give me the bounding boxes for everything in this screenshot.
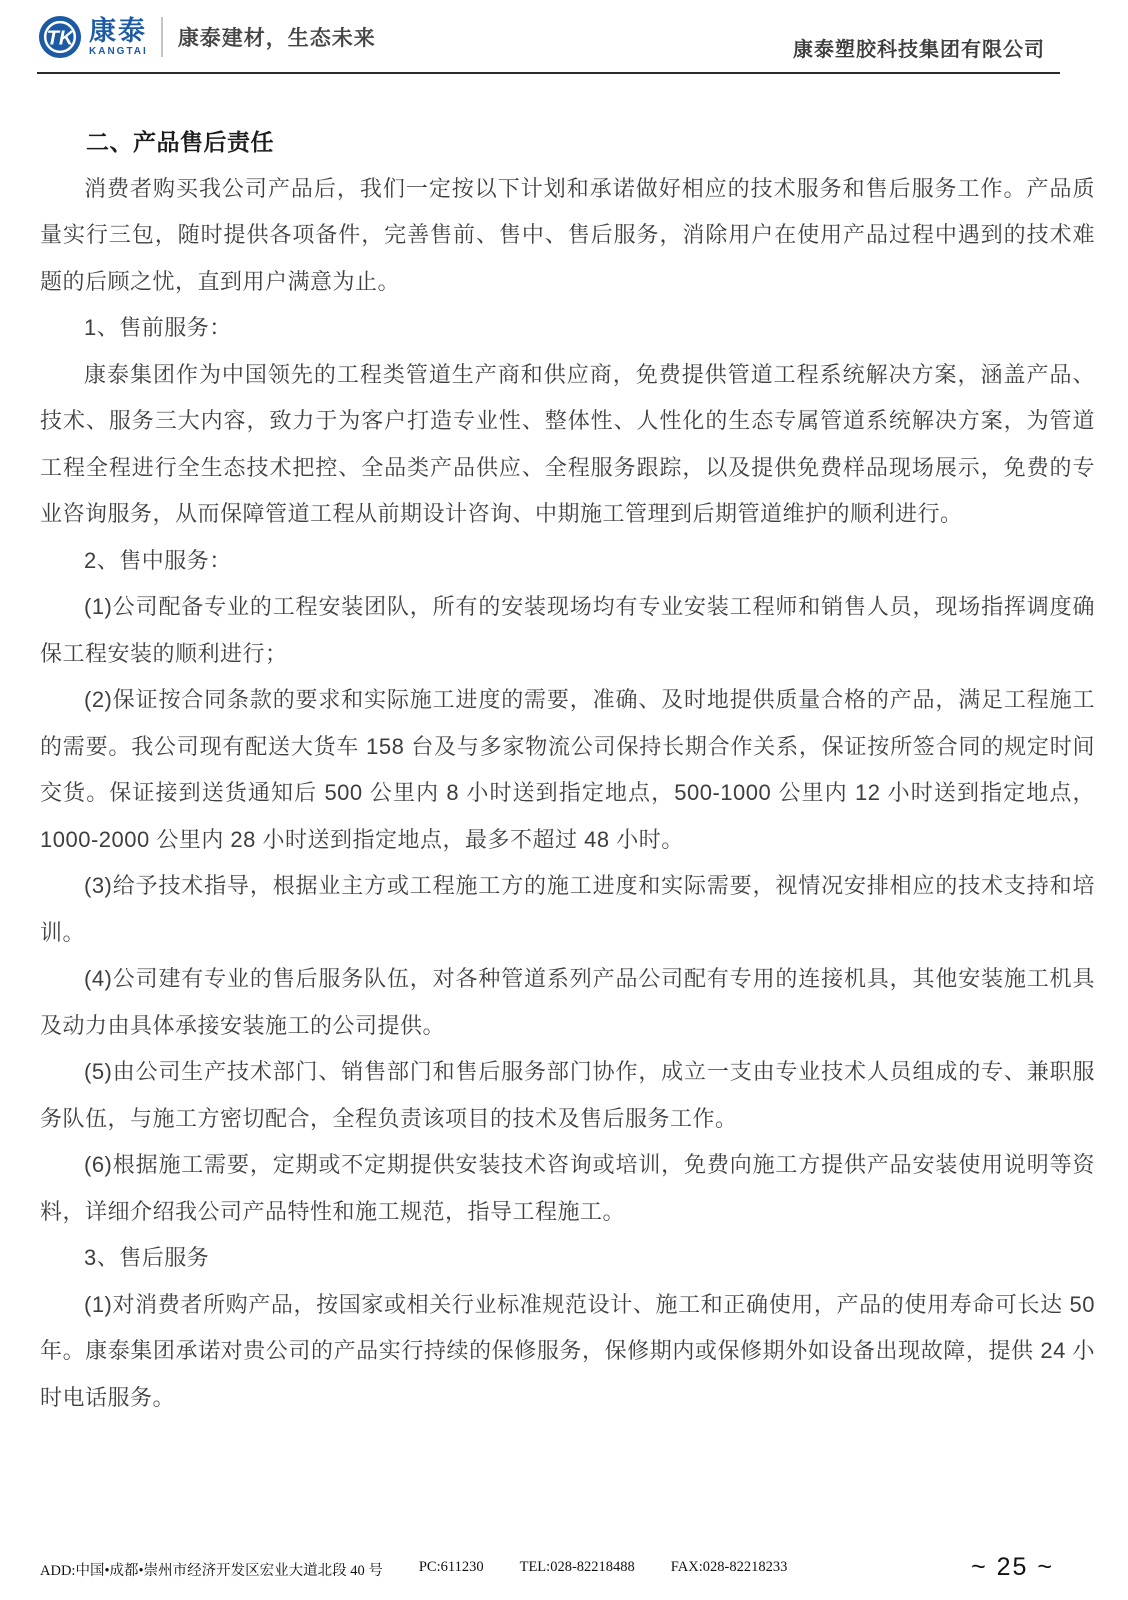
subsection-heading: 3、售后服务 <box>84 1245 210 1270</box>
logo-name-en: KANGTAI <box>89 45 148 57</box>
footer-postcode: PC:611230 <box>418 1559 484 1575</box>
logo-name-cn: 康泰 <box>89 15 147 46</box>
header-divider <box>161 17 163 57</box>
paragraph: (4)公司建有专业的售后服务队伍，对各种管道系列产品公司配有专用的连接机具，其他安装施工机具及动力由具体承接安装施工的公司提供。 <box>40 966 1095 1038</box>
paragraph: (3)给予技术指导，根据业主方或工程施工方的施工进度和实际需要，视情况安排相应的技术支持和培训。 <box>40 873 1095 945</box>
paragraph: (5)由公司生产技术部门、销售部门和售后服务部门协作，成立一支由专业技术人员组成的专、兼职服务队伍，与施工方密切配合，全程负责该项目的技术及售后服务工作。 <box>40 1059 1095 1131</box>
footer-contact-info <box>40 1559 787 1580</box>
logo-monogram: TK <box>46 27 74 50</box>
paragraph: (1)对消费者所购产品，按国家或相关行业标准规范设计、施工和正确使用，产品的使用寿命可长达 50 年。康泰集团承诺对贵公司的产品实行持续的保修服务，保修期内或保修期外如设备出现故障，提供 24 小时电话服务。 <box>40 1291 1095 1410</box>
kangtai-logo-icon <box>38 15 82 59</box>
paragraph: (2)保证按合同条款的要求和实际施工进度的需要，准确、及时地提供质量合格的产品，满足工程施工的需要。我公司现有配送大货车 158 台及与多家物流公司保持长期合作关系，保证按所签合同的规定时间交货。保证接到送货通知后 500 公里内 8 小时送到指定地点，500-1000 公里内 12 小时送到指定地点，1000-2000 公里内 28 小时送到指定地点，最多不超过 48 小时。 <box>40 687 1095 852</box>
subsection-heading: 1、售前服务： <box>84 315 232 340</box>
company-tagline: 康泰建材，生态未来 <box>177 27 376 50</box>
logo-wordmark <box>89 15 148 57</box>
document-body <box>40 119 1095 1421</box>
page-header <box>38 0 1064 72</box>
header-rule <box>37 72 1060 74</box>
paragraph: 康泰集团作为中国领先的工程类管道生产商和供应商，免费提供管道工程系统解决方案，涵盖产品、技术、服务三大内容，致力于为客户打造专业性、整体性、人性化的生态专属管道系统解决方案，为管道工程全程进行全生态技术把控、全品类产品供应、全程服务跟踪，以及提供免费样品现场展示，免费的专业咨询服务，从而保障管道工程从前期设计咨询、中期施工管理到后期管道维护的顺利进行。 <box>40 361 1095 526</box>
section-title: 二、产品售后责任 <box>86 129 274 155</box>
footer-fax: FAX:028-82218233 <box>670 1559 788 1575</box>
kangtai-logo <box>38 15 376 59</box>
footer-tel: TEL:028-82218488 <box>519 1559 635 1575</box>
footer-address: ADD:中国•成都•崇州市经济开发区宏业大道北段 40 号 <box>40 1563 383 1579</box>
company-name: 康泰塑胶科技集团有限公司 <box>793 39 1045 61</box>
subsection-heading: 2、售中服务： <box>84 547 232 573</box>
page-number: ~ 25 ~ <box>971 1553 1054 1581</box>
paragraph: (1)公司配备专业的工程安装团队，所有的安装现场均有专业安装工程师和销售人员，现场指挥调度确保工程安装的顺利进行； <box>40 594 1095 666</box>
paragraph: (6)根据施工需要，定期或不定期提供安装技术咨询或培训，免费向施工方提供产品安装使用说明等资料，详细介绍我公司产品特性和施工规范，指导工程施工。 <box>40 1152 1095 1224</box>
paragraph: 消费者购买我公司产品后，我们一定按以下计划和承诺做好相应的技术服务和售后服务工作。产品质量实行三包，随时提供各项备件，完善售前、售中、售后服务，消除用户在使用产品过程中遇到的技术难题的后顾之忧，直到用户满意为止。 <box>40 175 1095 294</box>
